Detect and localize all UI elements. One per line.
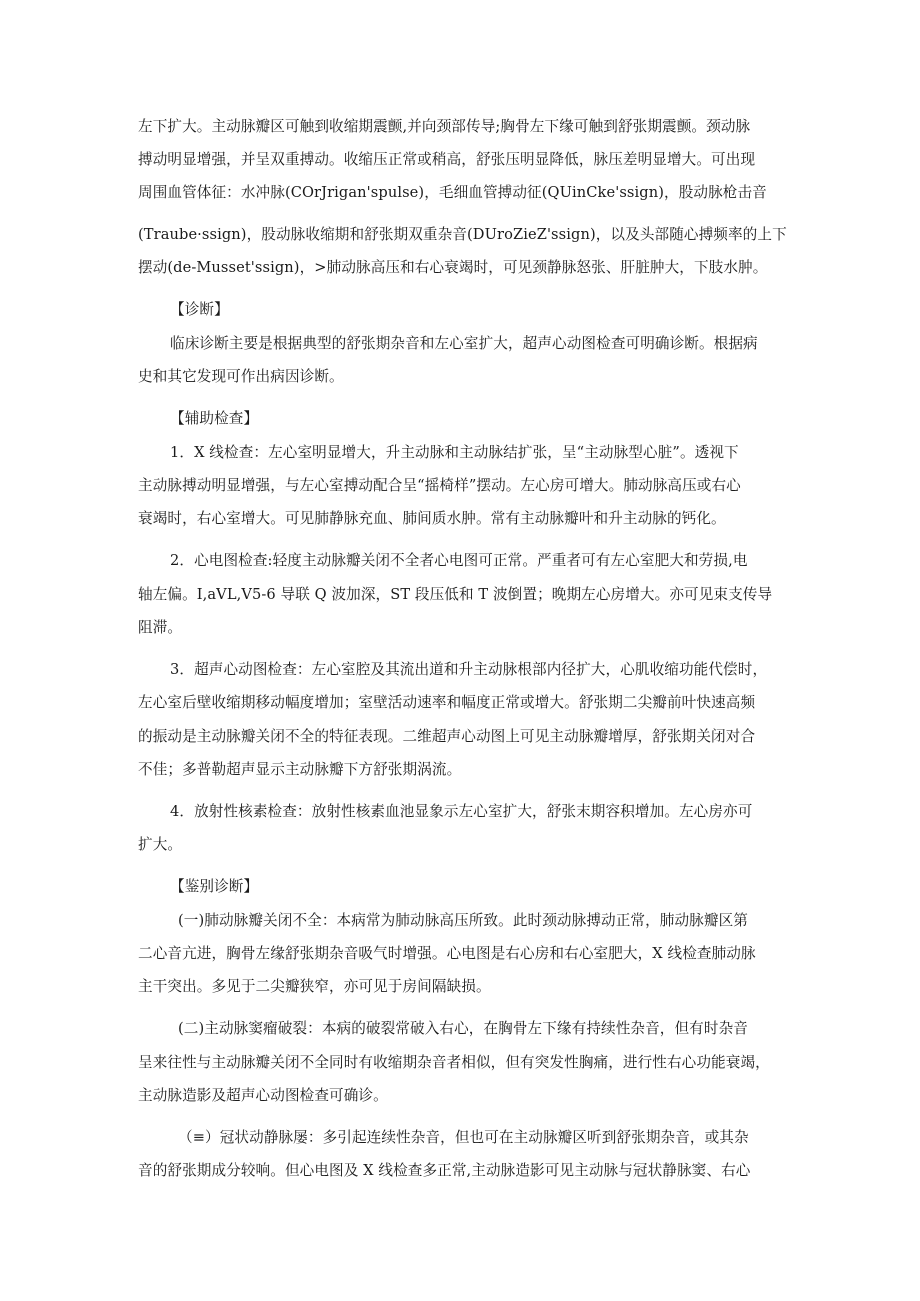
text-line: 3．超声心动图检查：左心室腔及其流出道和升主动脉根部内径扩大，心肌收缩功能代偿时， xyxy=(170,661,768,678)
text-line: 音的舒张期成分较响。但心电图及 X 线检查多正常,主动脉造影可见主动脉与冠状静脉窦、右心 xyxy=(138,1162,751,1179)
text-line: 呈来往性与主动脉瓣关闭不全同时有收缩期杂音者相似，但有突发性胸痛，进行性右心功能衰竭， xyxy=(138,1054,770,1071)
text-line: 衰竭时，右心室增大。可见肺静脉充血、肺间质水肿。常有主动脉瓣叶和升主动脉的钙化。 xyxy=(138,510,726,527)
text-line: 2．心电图检查:轻度主动脉瓣关闭不全者心电图可正常。严重者可有左心室肥大和劳损,电 xyxy=(170,552,748,569)
text-line: 二心音亢进，胸骨左缘舒张期杂音吸气时增强。心电图是右心房和右心室肥大，X 线检查肺动脉 xyxy=(138,945,756,962)
text-line: 阻滞。 xyxy=(138,619,183,636)
text-line: （≡）冠状动静脉屡：多引起连续性杂音，但也可在主动脉瓣区听到舒张期杂音，或其杂 xyxy=(178,1129,749,1146)
text-line: (一)肺动脉瓣关闭不全：本病常为肺动脉高压所致。此时颈动脉搏动正常，肺动脉瓣区第 xyxy=(178,912,748,929)
text-line: 主动脉搏动明显增强，与左心室搏动配合呈“摇椅样”摆动。左心房可增大。肺动脉高压或右心 xyxy=(138,477,741,494)
text-line: 扩大。 xyxy=(138,836,183,853)
text-line: 的振动是主动脉瓣关闭不全的特征表现。二维超声心动图上可见主动脉瓣增厚，舒张期关闭对合 xyxy=(138,728,756,745)
text-line: 临床诊断主要是根据典型的舒张期杂音和左心室扩大，超声心动图检查可明确诊断。根据病 xyxy=(170,335,758,352)
text-line: 主干突出。多见于二尖瓣狭窄，亦可见于房间隔缺损。 xyxy=(138,978,491,995)
text-line: 搏动明显增强，并呈双重搏动。收缩压正常或稍高，舒张压明显降低，脉压差明显增大。可出现 xyxy=(138,151,756,168)
text-line: 周围血管体征：水冲脉(COrJrigan'spulse)，毛细血管搏动征(QUinCke'ssign)，股动脉枪击音 xyxy=(138,184,767,201)
text-line: (二)主动脉窦瘤破裂：本病的破裂常破入右心，在胸骨左下缘有持续性杂音，但有时杂音 xyxy=(178,1020,748,1037)
text-line: 不佳；多普勒超声显示主动脉瓣下方舒张期涡流。 xyxy=(138,761,462,778)
section-heading-auxiliary-exam: 【辅助检查】 xyxy=(170,410,259,427)
text-line: 轴左偏。I,aVL,V5-6 导联 Q 波加深，ST 段压低和 T 波倒置；晚期左心房增大。亦可见束支传导 xyxy=(138,586,773,603)
text-line: 4．放射性核素检查：放射性核素血池显象示左心室扩大，舒张末期容积增加。左心房亦可 xyxy=(170,803,753,820)
text-line: 主动脉造影及超声心动图检查可确诊。 xyxy=(138,1087,388,1104)
section-heading-diagnosis: 【诊断】 xyxy=(170,301,229,318)
text-line: 摆动(de-Musset'ssign)，>肺动脉高压和右心衰竭时，可见颈静脉怒张、肝脏肿大，下肢水肿。 xyxy=(138,259,768,276)
text-line: 左下扩大。主动脉瓣区可触到收缩期震颤,并向颈部传导;胸骨左下缘可触到舒张期震颤。颈动脉 xyxy=(138,118,751,135)
text-line: 1．X 线检查：左心室明显增大，升主动脉和主动脉结扩张，呈“主动脉型心脏”。透视下 xyxy=(170,444,739,461)
text-line: (Traube·ssign)，股动脉收缩期和舒张期双重杂音(DUroZieZ'ssign)，以及头部随心搏频率的上下 xyxy=(138,226,787,243)
text-line: 左心室后壁收缩期移动幅度增加；室壁活动速率和幅度正常或增大。舒张期二尖瓣前叶快速高频 xyxy=(138,694,756,711)
section-heading-differential-diagnosis: 【鉴别诊断】 xyxy=(170,878,259,895)
text-line: 史和其它发现可作出病因诊断。 xyxy=(138,368,344,385)
